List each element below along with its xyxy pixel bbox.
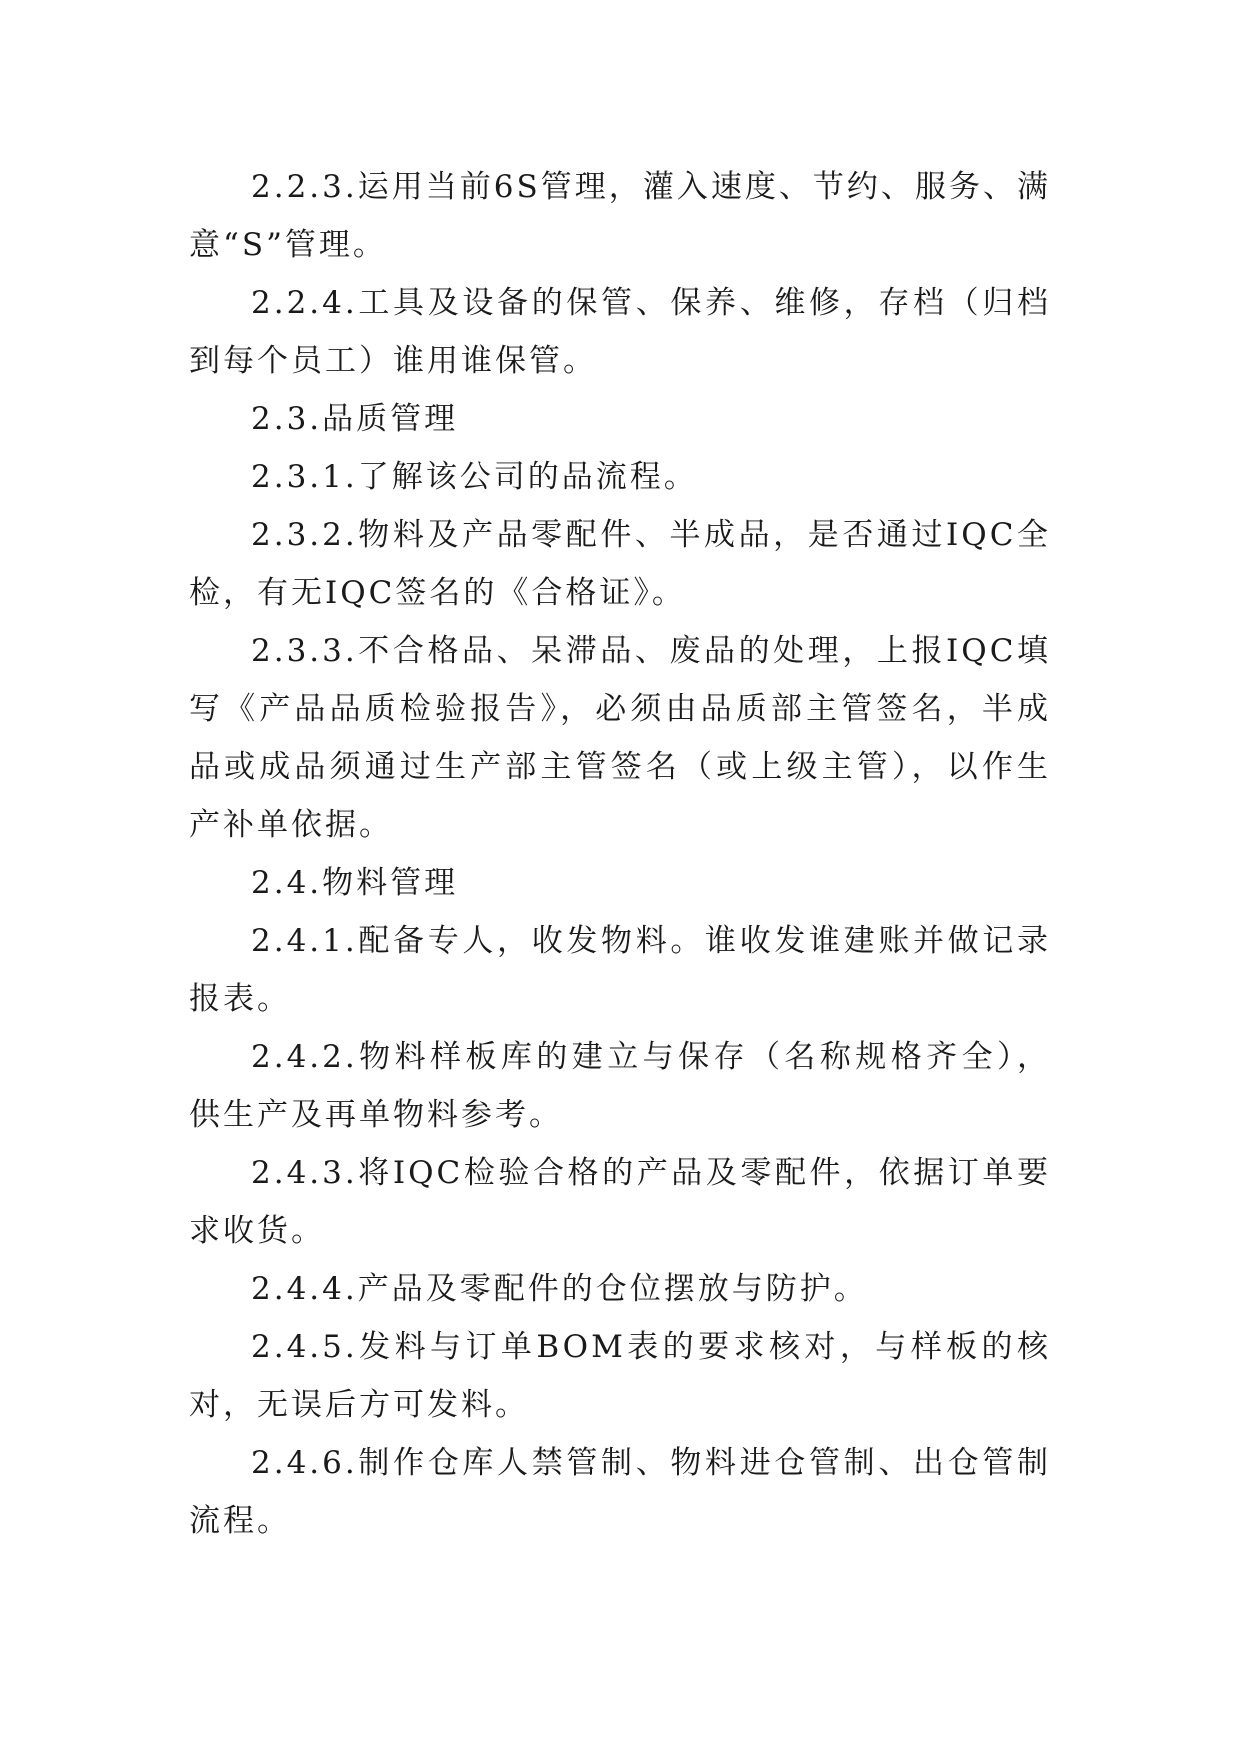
paragraph-2-4-3: 2.4.3.将IQC检验合格的产品及零配件，依据订单要求收货。 (189, 1155, 1051, 1249)
paragraph-2-4-1: 2.4.1.配备专人，收发物料。谁收发谁建账并做记录报表。 (189, 923, 1051, 1017)
paragraph-2-4-4: 2.4.4.产品及零配件的仓位摆放与防护。 (251, 1271, 868, 1307)
paragraph-2-4-2: 2.4.2.物料样板库的建立与保存（名称规格齐全），供生产及再单物料参考。 (189, 1039, 1051, 1133)
paragraph-2-3-2: 2.3.2.物料及产品零配件、半成品，是否通过IQC全检，有无IQC签名的《合格证》。 (189, 517, 1051, 611)
section-heading-2-3: 2.3.品质管理 (251, 401, 459, 437)
document-body (189, 158, 1051, 1550)
paragraph-2-3-3: 2.3.3.不合格品、呆滞品、废品的处理，上报IQC填写《产品品质检验报告》，必须由品质部主管签名，半成品或成品须通过生产部主管签名（或上级主管），以作生产补单依据。 (189, 633, 1051, 843)
paragraph-2-2-4: 2.2.4.工具及设备的保管、保养、维修，存档（归档到每个员工）谁用谁保管。 (189, 285, 1051, 379)
paragraph-2-2-3: 2.2.3.运用当前6S管理，灌入速度、节约、服务、满意“S”管理。 (189, 169, 1051, 263)
section-heading-2-4: 2.4.物料管理 (251, 865, 459, 901)
paragraph-2-4-5: 2.4.5.发料与订单BOM表的要求核对，与样板的核对，无误后方可发料。 (189, 1329, 1051, 1423)
paragraph-2-4-6: 2.4.6.制作仓库人禁管制、物料进仓管制、出仓管制流程。 (189, 1445, 1051, 1539)
paragraph-2-3-1: 2.3.1.了解该公司的品流程。 (251, 459, 698, 495)
